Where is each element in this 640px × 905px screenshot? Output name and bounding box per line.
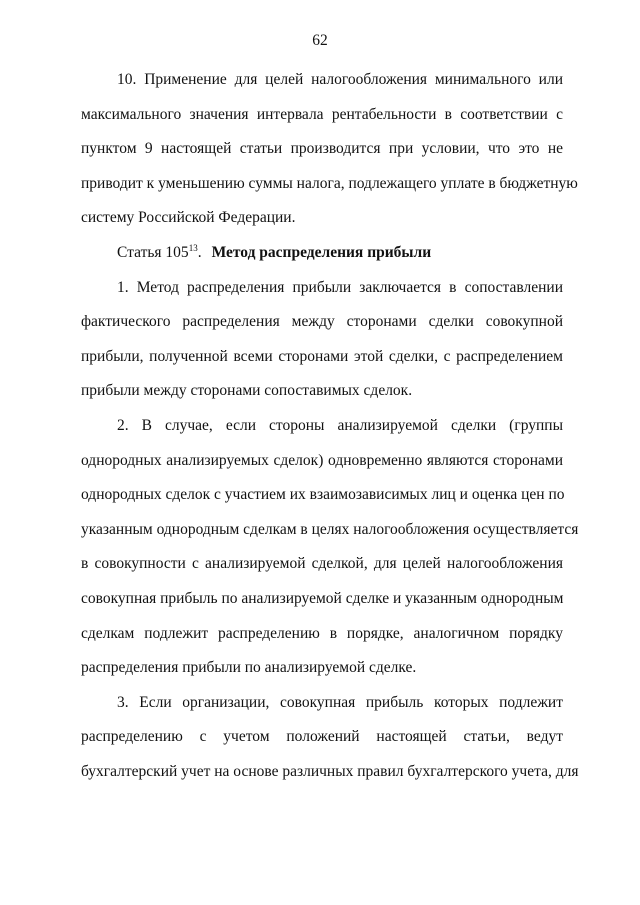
document-body — [81, 63, 579, 789]
paragraph-line: фактического распределения между сторонами сделки совокупной — [81, 313, 563, 331]
paragraph-line: распределению с учетом положений настоящей статьи, ведут — [81, 728, 563, 746]
paragraph-line: прибыли, полученной всеми сторонами этой сделки, с распределением — [81, 347, 563, 365]
paragraph-line: пунктом 9 настоящей статьи производится при условии, что это не — [81, 140, 563, 158]
paragraph-line: совокупная прибыль по анализируемой сделке и указанным однородным — [81, 589, 564, 607]
paragraph-2 — [81, 409, 579, 686]
article-dot: . — [197, 243, 202, 261]
paragraph-line: 1. Метод распределения прибыли заключается в сопоставлении — [117, 278, 563, 296]
paragraph-line: сделкам подлежит распределению в порядке, аналогичном порядку — [81, 624, 563, 642]
paragraph-line: прибыли между сторонами сопоставимых сделок. — [81, 382, 413, 400]
page-number: 62 — [312, 32, 328, 49]
paragraph-line: однородных сделок с участием их взаимозависимых лиц и оценка цен по — [81, 486, 565, 504]
paragraph-3 — [81, 686, 579, 790]
paragraph-line: распределения прибыли по анализируемой сделке. — [81, 659, 417, 677]
paragraph-line: 2. В случае, если стороны анализируемой сделки (группы — [117, 416, 563, 434]
paragraph-line: 3. Если организации, совокупная прибыль которых подлежит — [117, 693, 563, 711]
article-label: Статья 105 — [117, 243, 189, 261]
paragraph-line: максимального значения интервала рентабельности в соответствии с — [81, 105, 563, 123]
paragraph-line: однородных анализируемых сделок) одновременно являются сторонами — [81, 451, 563, 469]
paragraph-10 — [81, 63, 578, 236]
paragraph-line: указанным однородным сделкам в целях налогообложения осуществляется — [81, 520, 579, 538]
paragraph-line: бухгалтерский учет на основе различных правил бухгалтерского учета, для — [81, 762, 579, 780]
paragraph-1 — [81, 271, 563, 409]
paragraph-line: систему Российской Федерации. — [81, 209, 296, 227]
article-title: Метод распределения прибыли — [211, 243, 432, 261]
paragraph-line: в совокупности с анализируемой сделкой, для целей налогообложения — [81, 555, 563, 573]
paragraph-line: 10. Применение для целей налогообложения минимального или — [117, 71, 563, 88]
article-heading — [81, 236, 563, 271]
article-superscript: 13 — [188, 242, 198, 253]
paragraph-line: приводит к уменьшению суммы налога, подлежащего уплате в бюджетную — [81, 174, 578, 192]
